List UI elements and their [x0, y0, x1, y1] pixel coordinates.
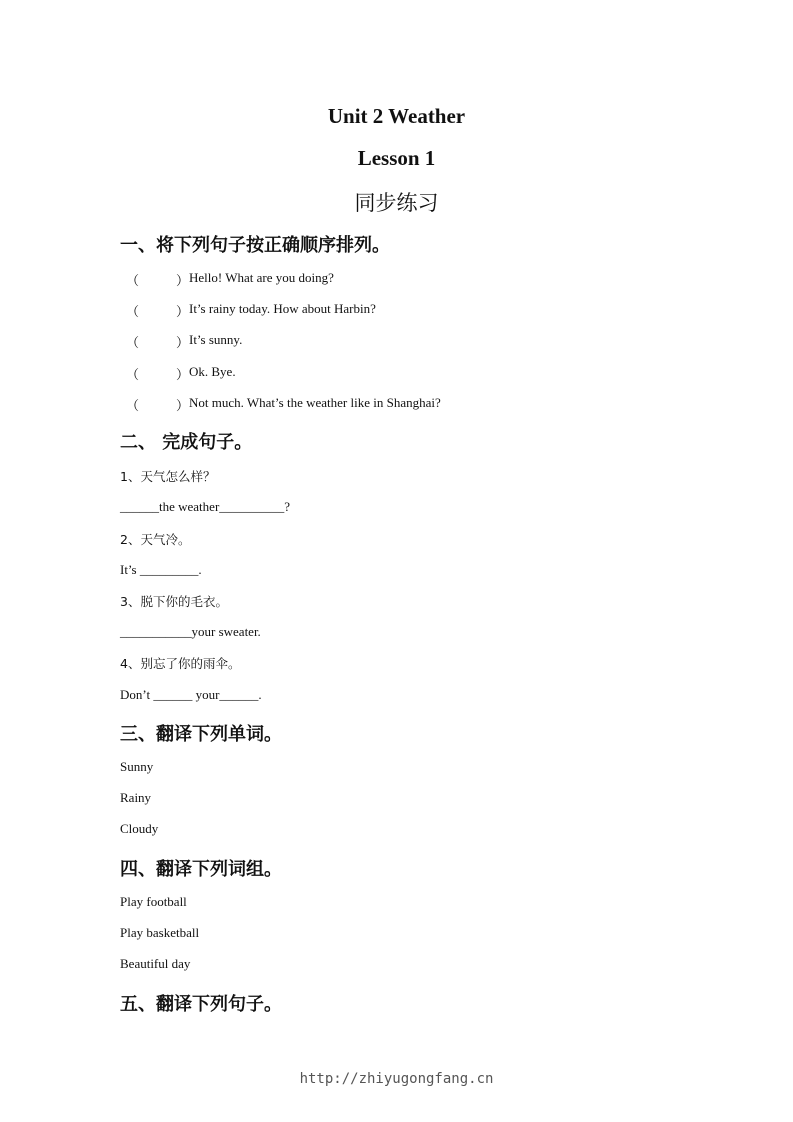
- sentence-answer: It’s _________.: [120, 562, 202, 577]
- sentence-answer: ___________your sweater.: [120, 624, 261, 639]
- section-2-heading: 二、 完成句子。: [120, 432, 253, 453]
- sentence-answer: ______the weather__________?: [120, 499, 291, 514]
- answer-paren-open: （: [126, 335, 140, 350]
- sentence-prompt: 1、天气怎么样？: [120, 469, 216, 484]
- answer-paren-close: ）: [176, 398, 190, 413]
- answer-paren-close: ）: [176, 367, 190, 382]
- section-3-heading: 三、翻译下列单词。: [120, 724, 282, 745]
- order-sentence: Hello! What are you doing?: [189, 270, 334, 285]
- order-item-1: [126, 270, 626, 288]
- lesson-title: Lesson 1: [357, 146, 436, 170]
- answer-paren-close: ）: [176, 273, 190, 288]
- order-sentence: It’s sunny.: [189, 332, 243, 347]
- answer-paren-open: （: [126, 304, 140, 319]
- order-item-2: [126, 301, 626, 319]
- order-item-3: [126, 332, 626, 350]
- word-item: Rainy: [120, 790, 152, 805]
- answer-paren-close: ）: [176, 335, 190, 350]
- sentence-prompt: 3、脱下你的毛衣。: [120, 594, 228, 609]
- phrase-item: Play basketball: [120, 925, 200, 940]
- section-4-heading: 四、翻译下列词组。: [120, 859, 282, 880]
- order-item-4: [126, 364, 626, 382]
- phrase-item: Play football: [120, 894, 187, 909]
- order-sentence: Ok. Bye.: [189, 364, 236, 379]
- sentence-prompt: 2、天气冷。: [120, 532, 191, 547]
- phrase-item: Beautiful day: [120, 956, 191, 971]
- sentence-prompt: 4、别忘了你的雨伞。: [120, 656, 241, 671]
- word-item: Sunny: [120, 759, 154, 774]
- answer-paren-close: ）: [176, 304, 190, 319]
- order-sentence: Not much. What’s the weather like in Shanghai?: [189, 395, 441, 410]
- page-subtitle: 同步练习: [354, 191, 439, 215]
- order-item-5: [126, 395, 626, 413]
- answer-paren-open: （: [126, 398, 140, 413]
- footer-url: http://zhiyugongfang.cn: [299, 1071, 494, 1087]
- page-title: Unit 2 Weather: [327, 104, 466, 128]
- answer-paren-open: （: [126, 273, 140, 288]
- sentence-answer: Don’t ______ your______.: [120, 687, 262, 702]
- section-5-heading: 五、翻译下列句子。: [120, 994, 282, 1015]
- section-1-heading: 一、将下列句子按正确顺序排列。: [120, 235, 390, 256]
- order-sentence: It’s rainy today. How about Harbin?: [189, 301, 376, 316]
- answer-paren-open: （: [126, 367, 140, 382]
- word-item: Cloudy: [120, 821, 159, 836]
